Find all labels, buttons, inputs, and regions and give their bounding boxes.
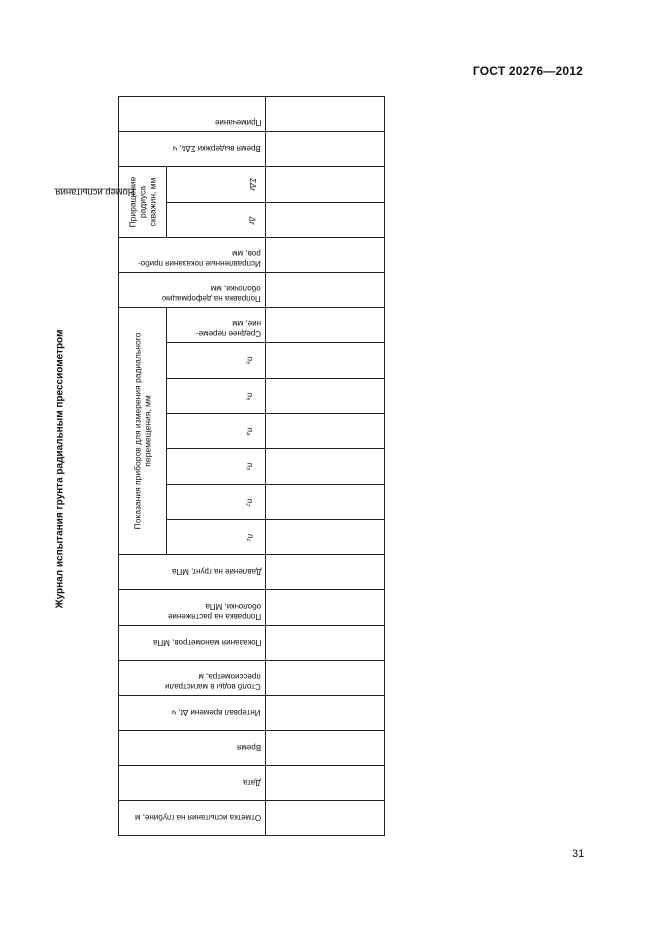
header-sum-delta-r: ΣΔr <box>166 166 266 203</box>
header-water-column: Столб воды в магистрали прессиометра, м <box>118 660 266 696</box>
value-cell-mean-displacement[interactable] <box>265 307 385 343</box>
value-cell-n5[interactable] <box>265 378 385 414</box>
value-cell-water-column[interactable] <box>265 660 385 696</box>
header-n4: n₄ <box>166 413 266 449</box>
header-note: Примечание <box>118 96 266 132</box>
header-date: Дата <box>118 765 266 801</box>
value-cell-delta-r[interactable] <box>265 202 385 238</box>
value-cell-manometer[interactable] <box>265 625 385 661</box>
value-cell-note[interactable] <box>265 96 385 132</box>
header-time-interval: Интервал времени Δt, ч <box>118 695 266 731</box>
header-stretch-correction: Поправка на растяжение оболочки, МПа <box>118 589 266 626</box>
header-deformation-correction: Поправка на деформацию оболочки, мм <box>118 272 266 308</box>
journal-title: Журнал испытания грунта радиальным прессиометром <box>54 329 66 609</box>
header-manometer: Показания манометров, МПа <box>118 625 266 661</box>
header-n3: n₃ <box>166 448 266 485</box>
value-cell-n4[interactable] <box>265 413 385 449</box>
value-cell-stretch-correction[interactable] <box>265 589 385 626</box>
value-cell-hold-time[interactable] <box>265 131 385 167</box>
header-depth-mark: Отметка испытания на глубине, м <box>118 800 266 836</box>
header-hold-time: Время выдержки ΣΔtᵢ, ч <box>118 131 266 167</box>
header-radius-group: Приращение радиуса скважин, мм <box>118 166 167 238</box>
value-cell-date[interactable] <box>265 765 385 801</box>
value-cell-ground-pressure[interactable] <box>265 554 385 590</box>
header-n5: n₅ <box>166 378 266 414</box>
value-cell-depth-mark[interactable] <box>265 800 385 836</box>
header-n2: n₂ <box>166 484 266 520</box>
page-number: 31 <box>572 848 585 860</box>
value-cell-deformation-correction[interactable] <box>265 272 385 308</box>
header-time: Время <box>118 730 266 766</box>
value-cell-sum-delta-r[interactable] <box>265 166 385 203</box>
standard-code: ГОСТ 20276—2012 <box>472 64 583 78</box>
value-cell-n2[interactable] <box>265 484 385 520</box>
value-cell-n1[interactable] <box>265 519 385 555</box>
value-cell-n3[interactable] <box>265 448 385 485</box>
header-delta-r: Δr <box>166 202 266 238</box>
header-n1: n₁ <box>166 519 266 555</box>
test-number-label: Номер испытания <box>55 186 135 198</box>
value-cell-n6[interactable] <box>265 342 385 379</box>
value-cell-time-interval[interactable] <box>265 695 385 731</box>
header-ground-pressure: Давление на грунт, МПа <box>118 554 266 590</box>
header-n6: n₆ <box>166 342 266 379</box>
header-corrected-readings: Исправленные показания прибо- ров, мм <box>118 237 266 273</box>
header-mean-displacement: Среднее переме- ние, мм <box>166 307 266 343</box>
value-cell-time[interactable] <box>265 730 385 766</box>
header-instrument-group: Показания приборов для измерения радиального перемещения, мм <box>118 307 167 555</box>
value-cell-corrected-readings[interactable] <box>265 237 385 273</box>
